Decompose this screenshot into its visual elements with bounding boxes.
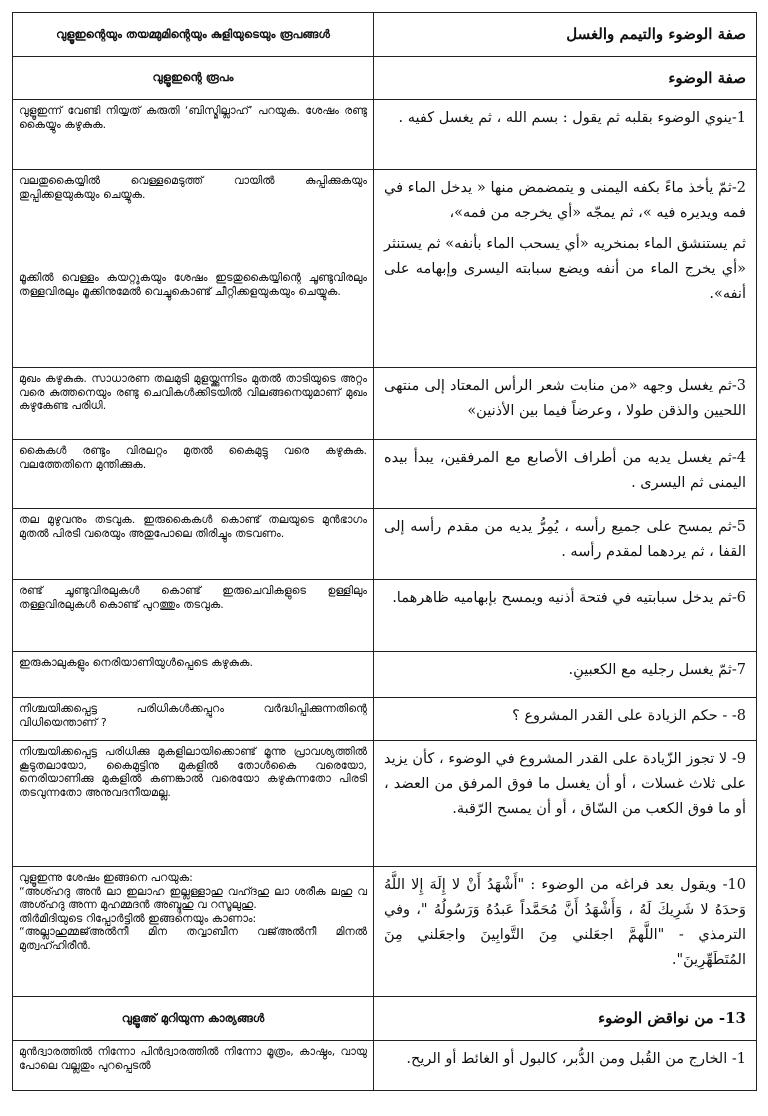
table-row xyxy=(13,440,757,509)
arabic-text: 4-ثم يغسل يديه من أطراف الأصابع مع المرفقين، يبدأ بيده اليمنى ثم اليسرى . xyxy=(384,450,746,491)
arabic-cell xyxy=(374,170,757,368)
arabic-cell xyxy=(374,580,757,652)
arabic-cell xyxy=(374,100,757,170)
malayalam-cell xyxy=(13,100,374,170)
table-row xyxy=(13,580,757,652)
malayalam-cell xyxy=(13,580,374,652)
arabic-cell xyxy=(374,57,757,100)
malayalam-cell xyxy=(13,741,374,867)
malayalam-text: മുൻദ്വാരത്തിൽ നിന്നോ പിൻദ്വാരത്തിൽ നിന്നോ മൂത്രം, കാഷ്ഠം, വായു പോലെ വല്ലതും പുറപ്പെടൽ xyxy=(19,1045,367,1072)
malayalam-cell xyxy=(13,440,374,509)
arabic-cell xyxy=(374,1041,757,1091)
arabic-text: 7-ثمّ يغسل رجليه مع الكعبينِ. xyxy=(568,662,746,678)
malayalam-text: “അല്ലാഹുമ്മജ്അൽനീ മിന തവ്വാബീന വജ്അൽനീ മിനൽ മുത്വഹ്ഹിരീൻ. xyxy=(19,925,367,952)
arabic-cell xyxy=(374,997,757,1041)
malayalam-text: വുളൂഇന്റെ രൂപം xyxy=(152,70,234,85)
malayalam-text: “അശ്ഹദു അൻ ലാ ഇലാഹ ഇല്ലള്ളാഹു വഹ്ദഹു ലാ ശരീക ലഹു വ അശ്ഹദു അന്ന മുഹമ്മദൻ അബ്ദുഹു വ റസൂലുഹു. xyxy=(19,884,367,911)
malayalam-text: തല മുഴുവനും തടവുക. ഇരുകൈകൾ കൊണ്ട് തലയുടെ മുൻഭാഗം മുതൽ പിരടി വരെയും അതുപോലെ തിരിച്ചും തടവണം. xyxy=(19,513,367,540)
malayalam-cell xyxy=(13,698,374,741)
arabic-text: صفة الوضوء والتيمم والغسل xyxy=(566,25,746,43)
malayalam-text: തിർമിദിയുടെ റിപ്പോർട്ടിൽ ഇങ്ങനെയും കാണാം: xyxy=(19,911,257,925)
arabic-text: ثم يستنشق الماء بمنخريه «أي يسحب الماء بأنفه» ثم يستنثر «أي يخرج الماء من أنفه ويضع سبابته اليسرى وإبهامه على أنفه». xyxy=(384,236,746,302)
malayalam-cell xyxy=(13,57,374,100)
malayalam-text: വുളൂഇന്ന് വേണ്ടി നിയ്യത് കരുതി ‘ബിസ്മില്ലാഹ്’ പറയുക. ശേഷം രണ്ടു കൈയ്യും കഴുകുക. xyxy=(19,104,367,131)
translation-table xyxy=(12,12,757,1091)
arabic-text: 6-ثم يدخل سبابتيه في فتحة أذنيه ويمسح بإبهاميه ظاهرهما. xyxy=(392,590,746,606)
table-row xyxy=(13,170,757,368)
malayalam-cell xyxy=(13,13,374,57)
arabic-text: 1-ينوي الوضوء بقلبه ثم يقول : بسم الله ، ثم يغسل كفيه . xyxy=(398,110,746,126)
malayalam-cell xyxy=(13,368,374,440)
table-row xyxy=(13,57,757,100)
malayalam-text: മൂക്കിൽ വെള്ളം കയറ്റുകയും ശേഷം ഇടതുകൈയ്യിന്റെ ചൂണ്ടുവിരലും തള്ളവിരലും മൂക്കിനുമേൽ വെച്ചുകൊണ്ട് ചീറ്റിക്കളയുകയും ചെയ്യുക. xyxy=(19,271,367,298)
arabic-text: صفة الوضوء xyxy=(668,68,746,87)
arabic-cell xyxy=(374,652,757,698)
arabic-cell xyxy=(374,698,757,741)
arabic-cell xyxy=(374,13,757,57)
table-row xyxy=(13,1041,757,1091)
table-row xyxy=(13,867,757,997)
table-row xyxy=(13,997,757,1041)
malayalam-cell xyxy=(13,997,374,1041)
table-row xyxy=(13,509,757,580)
malayalam-text: വലതുകൈയ്യിൽ വെള്ളമെടുത്ത് വായിൽ കുപ്പിക്കുകയും തുപ്പിക്കളയുകയും ചെയ്യുക. xyxy=(19,174,367,201)
arabic-cell xyxy=(374,440,757,509)
malayalam-cell xyxy=(13,652,374,698)
arabic-cell xyxy=(374,368,757,440)
arabic-text: 13- من نواقض الوضوء xyxy=(598,1009,746,1027)
malayalam-text: വുളൂഇന്റെയും തയമ്മുമിന്റെയും കുളിയുടെയും രൂപങ്ങൾ xyxy=(56,26,330,41)
malayalam-cell xyxy=(13,170,374,368)
arabic-text: 8- - حكم الزيادة على القدر المشروع ؟ xyxy=(512,708,746,724)
arabic-text: 10- ويقول بعد فراغه من الوضوء : "أَشْهَدُ أَنْ لا إِلَهَ إِلا اللَّهُ وَحدَهُ لا شَرِيكَ لَهُ ، وَأَشْهَدُ أَنَّ مُحَمَّداً عَبدُهُ وَرَسُولُهُ "، وفي الترمذي - "اللَّهمَّ اجعَلني مِنَ التَّوابِينَ واجعَلني مِنَ المُتَطَهِّرِينَ". xyxy=(384,877,746,968)
malayalam-text: കൈകൾ രണ്ടും വിരലറ്റം മുതൽ കൈമുട്ടു വരെ കഴുകുക. വലത്തേതിനെ മുന്തിക്കുക. xyxy=(19,444,367,471)
arabic-text: 3-ثم يغسل وجهه «من منابت شعر الرأس المعتاد إلى منتهى اللحيين والذقن طولا ، وعرضاً فيما بين الأذنين» xyxy=(384,378,746,419)
table-row xyxy=(13,698,757,741)
table-row xyxy=(13,741,757,867)
arabic-cell xyxy=(374,741,757,867)
malayalam-text: ഇരുകാലുകളും നെരിയാണിയുൾപ്പെടെ കഴുകുക. xyxy=(19,656,253,669)
malayalam-cell xyxy=(13,509,374,580)
malayalam-text: വുളൂഅ് മുറിയുന്ന കാര്യങ്ങൾ xyxy=(121,1010,265,1025)
malayalam-text: വുളൂഇന്നു ശേഷം ഇങ്ങനെ പറയുക: xyxy=(19,871,193,884)
arabic-cell xyxy=(374,509,757,580)
malayalam-text: നിശ്ചയിക്കപ്പെട്ട പരിധിക്കു മുകളിലായിക്കൊണ്ട് മൂന്നു പ്രാവശ്യത്തിൽ കൂടുതലായോ, കൈമുട്ടിനു മുകളിൽ തോൾകൈ വരെയോ, നെരിയാണിക്കു മുകളിൽ കണങ്കാൽ വരെയോ കഴുകുന്നതോ പിരടി തടവുന്നതോ അനുവദനീയമല്ല. xyxy=(19,745,367,799)
malayalam-text: രണ്ട് ചൂണ്ടുവിരലുകൾ കൊണ്ട് ഇരുചെവികളുടെ ഉള്ളിലും തള്ളവിരലുകൾ കൊണ്ട് പുറത്തും തടവുക. xyxy=(19,584,367,611)
table-row xyxy=(13,100,757,170)
malayalam-cell xyxy=(13,1041,374,1091)
arabic-text: 2-ثمّ يأخذ ماءً بكفه اليمنى و يتمضمض منها « يدخل الماء في فمه ويديره فيه »، ثم يمجّه «أي يخرجه من فمه»، xyxy=(384,180,746,221)
table-row xyxy=(13,13,757,57)
arabic-text: 9- لا تجوز الزّيادة على القدر المشروع في الوضوء ، كأن يزيد على ثلاث غسلات ، أو أن يغسل ما فوق المرفق من العضد ، أو ما فوق الكعب من السّاق ، أو أن يمسح الرّقبة. xyxy=(384,751,746,817)
malayalam-cell xyxy=(13,867,374,997)
table-row xyxy=(13,368,757,440)
arabic-text: 1- الخارج من القُبل ومن الدُّبر، كالبول أو الغائط أو الريح. xyxy=(406,1051,746,1067)
table-row xyxy=(13,652,757,698)
arabic-cell xyxy=(374,867,757,997)
malayalam-text: മുഖം കഴുകുക. സാധാരണ തലമുടി മുളയ്ക്കുന്നിടം മുതൽ താടിയുടെ അറ്റം വരെ കുത്തനെയും രണ്ടു ചെവികൾക്കിടയിൽ വിലങ്ങനെയുമാണ് മുഖം കഴുകേണ്ട പരിധി. xyxy=(19,372,367,412)
malayalam-text: നിശ്ചയിക്കപ്പെട്ട പരിധികൾക്കപ്പുറം വർദ്ധിപ്പിക്കുന്നതിന്റെ വിധിയെന്താണ് ? xyxy=(19,702,367,729)
arabic-text: 5-ثم يمسح على جميع رأسه ، يُمِرُّ يديه من مقدم رأسه إلى القفا ، ثم يردهما لمقدم رأسه . xyxy=(384,519,746,560)
